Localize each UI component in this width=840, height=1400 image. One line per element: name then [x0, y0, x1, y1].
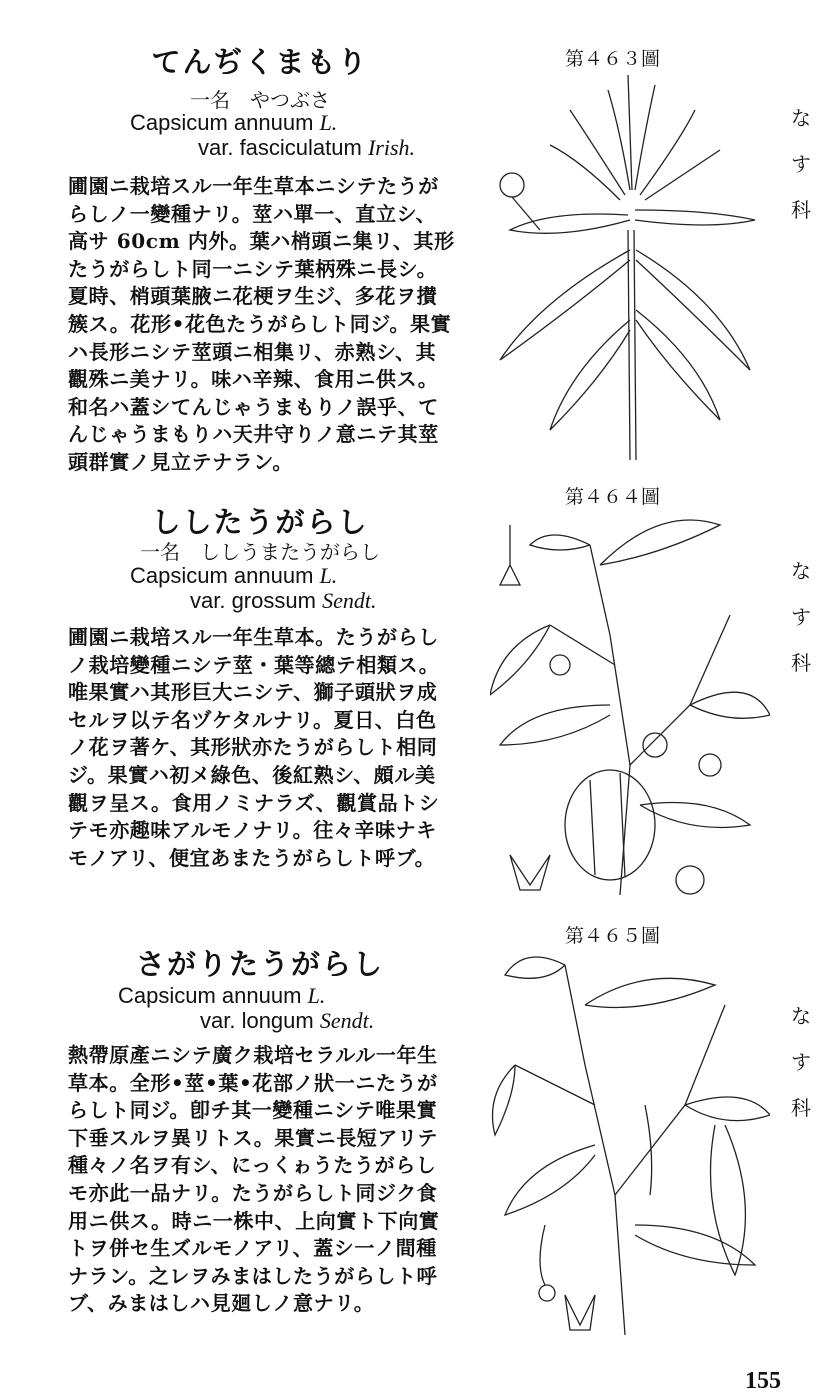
text-line: 種々ノ名ヲ有シ、にっくゎうたうがらし — [68, 1153, 437, 1178]
entry-465-illustration — [485, 945, 770, 1340]
variety-name: var. grossum — [190, 588, 316, 613]
text-line: 夏時、梢頭葉腋ニ花梗ヲ生ジ、多花ヲ攅 — [68, 284, 438, 309]
variety-author: Sendt. — [322, 588, 377, 613]
entry-465-latin-name — [118, 983, 325, 1009]
text-line: モノアリ、便宜あまたうがらしト呼ブ。 — [68, 845, 436, 870]
text-line: ジ。果實ハ初メ綠色、後紅熟シ、頗ル美 — [68, 762, 436, 787]
text-line: 和名ハ蓋シてんじゃうまもりノ誤乎、て — [68, 394, 439, 419]
entry-465-figure-label: 第４６５圖 — [565, 925, 661, 947]
entry-464-variety — [190, 588, 376, 614]
entry-463-title: てんぢくまもり — [151, 45, 369, 79]
text-line: 圃園ニ栽培スル一年生草本ニシテたうが — [68, 174, 439, 198]
entry-465-family — [788, 993, 814, 1131]
variety-author: Irish. — [367, 135, 416, 160]
latin-genus-species: Capsicum annuum — [118, 983, 302, 1008]
family-char: な — [791, 1004, 811, 1028]
latin-author: L. — [319, 110, 338, 135]
text-line: ノ栽培變種ニシテ莖・葉等總テ相類ス。 — [68, 652, 440, 677]
family-char: す — [791, 1050, 811, 1074]
text-line: 高サ 60cm 内外。葉ハ梢頭ニ集リ、其形 — [68, 229, 455, 254]
variety-name: var. fasciculatum — [198, 135, 362, 160]
text-line: ノ花ヲ著ケ、其形狀亦たうがらしト相同 — [68, 735, 438, 760]
latin-genus-species: Capsicum annuum — [130, 563, 314, 588]
text-line: 觀殊ニ美ナリ。味ハ辛辣、食用ニ供ス。 — [68, 367, 439, 392]
entry-463-variety — [198, 135, 415, 161]
entry-464-family — [788, 548, 814, 686]
text-line: んじゃうまもりハ天井守りノ意ニテ其莖 — [68, 422, 439, 447]
entry-464-description — [68, 624, 478, 872]
text-line: 用ニ供ス。時ニ一株中、上向實ト下向實 — [68, 1208, 440, 1233]
entry-464-alias: 一名 ししうまたうがらし — [140, 540, 380, 564]
text-line: 草本。全形•莖•葉•花部ノ狀一ニたうが — [68, 1070, 438, 1095]
text-line: 下垂スルヲ異リトス。果實ニ長短アリテ — [68, 1125, 438, 1150]
text-line: ブ、みまはしハ見廻しノ意ナリ。 — [68, 1291, 375, 1316]
text-line: 頭群實ノ見立テナラン。 — [68, 449, 293, 474]
text-line: 熱帶原產ニシテ廣ク栽培セラルル一年生 — [68, 1043, 438, 1067]
text-line: 圃園ニ栽培スル一年生草本。たうがらし — [68, 625, 439, 649]
family-char: な — [791, 106, 811, 130]
text-line: トヲ併セ生ズルモノアリ、蓋シ一ノ間種 — [68, 1236, 437, 1261]
entry-464-latin-name — [130, 563, 337, 589]
family-char: 科 — [791, 198, 811, 222]
latin-genus-species: Capsicum annuum — [130, 110, 314, 135]
entry-465-description — [68, 1042, 478, 1318]
variety-author: Sendt. — [319, 1008, 375, 1033]
text-line: ナラン。之レヲみまはしたうがらしト呼 — [68, 1263, 438, 1288]
entry-463-description — [68, 173, 478, 477]
text-line: らしト同ジ。卽チ其一變種ニシテ唯果實 — [68, 1098, 438, 1123]
text-line: らしノ一變種ナリ。莖ハ單一、直立シ、 — [68, 201, 437, 226]
text-line: ハ長形ニシテ莖頭ニ相集リ、赤熟シ、其 — [68, 339, 437, 364]
text-line: たうがらしト同一ニシテ葉柄殊ニ長シ。 — [68, 256, 438, 281]
text-line: 唯果實ハ其形巨大ニシテ、獅子頭狀ヲ成 — [68, 680, 438, 705]
entry-463-latin-name — [130, 110, 337, 136]
latin-author: L. — [319, 563, 338, 588]
text-line: セルヲ以テ名ヅケタルナリ。夏日、白色 — [68, 707, 437, 732]
text-line: テモ亦趣味アルモノナリ。往々辛味ナキ — [68, 818, 437, 843]
family-char: す — [791, 152, 811, 176]
entry-463-figure-label: 第４６３圖 — [565, 48, 661, 70]
family-char: 科 — [791, 651, 811, 675]
latin-author: L. — [307, 983, 326, 1008]
entry-465-title: さがりたうがらし — [135, 947, 384, 981]
entry-463-illustration — [480, 70, 770, 460]
entry-465-variety — [200, 1008, 374, 1034]
text-line: 觀ヲ呈ス。食用ノミナラズ、觀賞品トシ — [68, 790, 440, 815]
entry-464-figure-label: 第４６４圖 — [565, 486, 661, 508]
family-char: 科 — [791, 1096, 811, 1120]
entry-463-family — [788, 95, 814, 233]
variety-name: var. longum — [200, 1008, 314, 1033]
text-line: 簇ス。花形•花色たうがらしト同ジ。果實 — [68, 311, 452, 336]
entry-464-illustration — [490, 505, 770, 900]
entry-464-title: ししたうがらし — [151, 505, 369, 539]
text-line: モ亦此一品ナリ。たうがらしト同ジク食 — [68, 1180, 438, 1205]
entry-463-alias: 一名 やつぶさ — [190, 88, 330, 112]
family-char: な — [791, 559, 811, 583]
family-char: す — [791, 605, 811, 629]
page-number: 155 — [745, 1368, 781, 1394]
